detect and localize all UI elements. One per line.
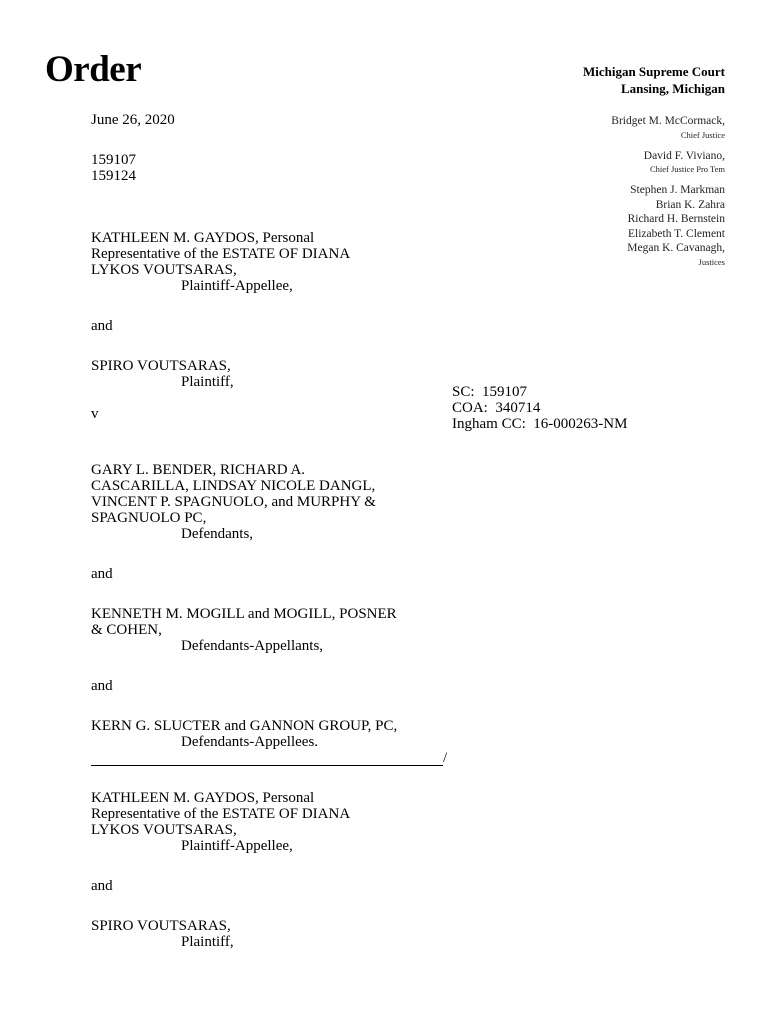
justice-member: Elizabeth T. Clement (628, 227, 725, 240)
justices-title: Justices (698, 256, 725, 267)
party-name: GARY L. BENDER, RICHARD A. (91, 462, 306, 478)
party-name: & COHEN, (91, 622, 162, 638)
party-role: Defendants-Appellants, (181, 638, 324, 654)
party-name: SPIRO VOUTSARAS, (91, 358, 231, 374)
party-name: VINCENT P. SPAGNUOLO, and MURPHY & (91, 494, 376, 510)
party-name: KATHLEEN M. GAYDOS, Personal (91, 230, 315, 246)
caption-divider (91, 751, 443, 766)
document-title: Order (45, 49, 142, 90)
justice-member: Richard H. Bernstein (627, 213, 725, 225)
party-role: Defendants, (181, 526, 254, 542)
party-name: CASCARILLA, LINDSAY NICOLE DANGL, (91, 478, 376, 494)
caption-rule-end: / (443, 750, 448, 766)
party-name: KATHLEEN M. GAYDOS, Personal (91, 790, 315, 806)
case-caption (91, 112, 461, 950)
party-name: KENNETH M. MOGILL and MOGILL, POSNER (91, 606, 397, 622)
caption-rule (91, 750, 461, 766)
party-name: SPIRO VOUTSARAS, (91, 918, 231, 934)
party-name: LYKOS VOUTSARAS, (91, 822, 237, 838)
court-header (583, 63, 725, 97)
conjunction: and (91, 878, 113, 894)
order-date: June 26, 2020 (91, 112, 175, 128)
party-role: Defendants-Appellees. (181, 734, 319, 750)
docket-number: 159107 (91, 152, 136, 168)
justice-member: Stephen J. Markman (630, 184, 725, 196)
party-name: Representative of the ESTATE OF DIANA (91, 246, 351, 262)
chief-justice: Bridget M. McCormack, (611, 115, 725, 127)
supreme-court-number: SC: 159107 (452, 384, 528, 400)
justices-list (611, 114, 725, 276)
court-location: Lansing, Michigan (620, 81, 725, 96)
party-role: Plaintiff-Appellee, (181, 838, 293, 854)
chief-justice-title: Chief Justice (680, 129, 725, 140)
justice-member: Megan K. Cavanagh, (627, 242, 725, 254)
party-role: Plaintiff-Appellee, (181, 278, 293, 294)
conjunction: and (91, 566, 113, 582)
versus: v (91, 406, 99, 422)
court-name: Michigan Supreme Court (582, 64, 725, 79)
case-numbers (452, 384, 627, 432)
docket-number: 159124 (91, 168, 136, 184)
party-role: Plaintiff, (181, 934, 234, 950)
party-name: KERN G. SLUCTER and GANNON GROUP, PC, (91, 718, 398, 734)
party-name: SPAGNUOLO PC, (91, 510, 207, 526)
party-name: Representative of the ESTATE OF DIANA (91, 806, 351, 822)
party-name: LYKOS VOUTSARAS, (91, 262, 237, 278)
court-of-appeals-number: COA: 340714 (452, 400, 541, 416)
chief-justice-pro-tem-title: Chief Justice Pro Tem (649, 164, 725, 174)
chief-justice-pro-tem: David F. Viviano, (643, 149, 725, 162)
party-role: Plaintiff, (181, 374, 234, 390)
justice-member: Brian K. Zahra (655, 198, 725, 211)
circuit-court-number: Ingham CC: 16-000263-NM (452, 416, 628, 432)
conjunction: and (91, 678, 113, 694)
conjunction: and (91, 318, 113, 334)
